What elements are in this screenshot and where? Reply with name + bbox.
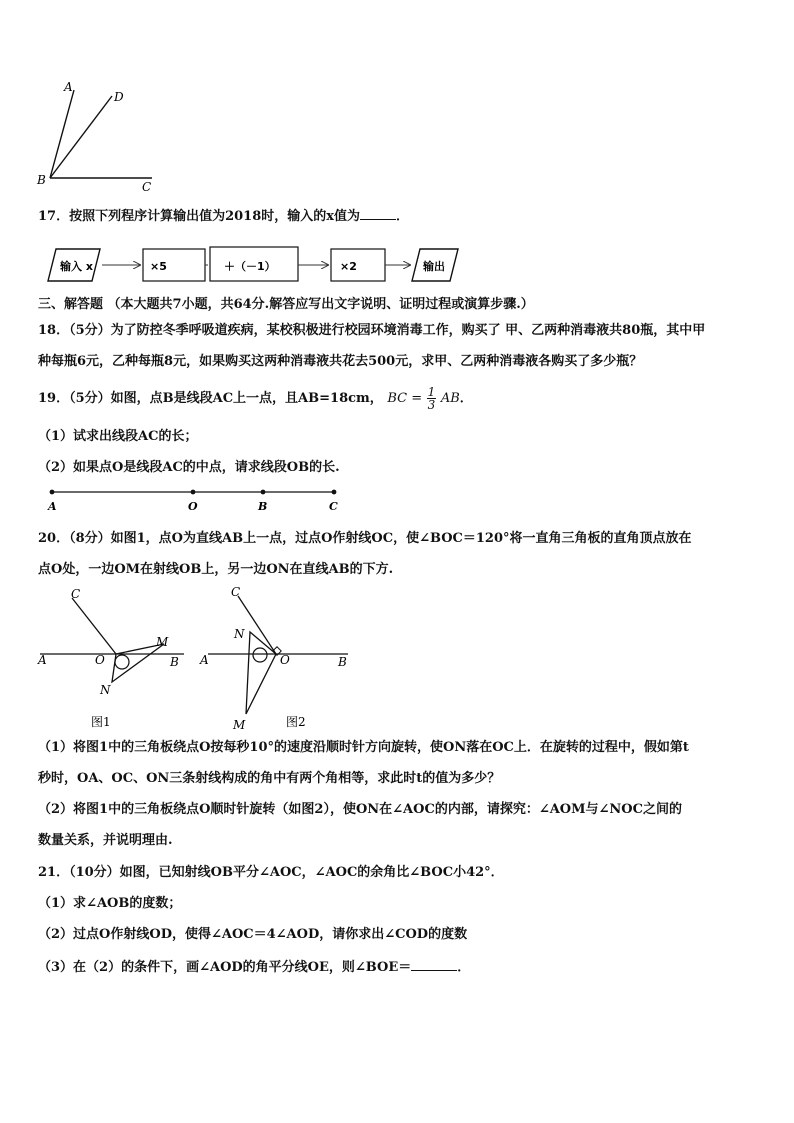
figure-1	[36, 584, 196, 734]
fig1-label-C: C	[71, 587, 81, 601]
q19-part2: （2）如果点O是线段AC的中点，请求线段OB的长.	[38, 460, 340, 475]
q19-ab: AB	[440, 391, 460, 406]
fig2-caption: 图2	[286, 715, 306, 729]
fig1-label-O: O	[95, 653, 105, 667]
fig2-label-B: B	[338, 655, 347, 669]
figure-2	[198, 584, 358, 734]
seg-label-O: O	[188, 500, 198, 513]
question-17	[38, 207, 409, 226]
q21-part3	[38, 958, 470, 977]
flow-mul2: ×2	[340, 260, 357, 273]
q19-fraction	[427, 386, 437, 411]
q21-part1: （1）求∠AOB的度数；	[38, 896, 182, 911]
question-19	[38, 386, 473, 411]
point-O	[191, 490, 196, 495]
fig1-label-A: A	[38, 653, 47, 667]
fig2-label-N: N	[234, 627, 245, 641]
flow-output-label: 输出	[423, 260, 445, 273]
q20-line1: 20．（8分）如图1，点O为直线AB上一点，过点O作射线OC，使∠BOC＝120°将一直角三角板的直角顶点放在	[38, 531, 692, 546]
q20-line2: 点O处，一边OM在射线OB上，另一边ON在直线AB的下方.	[38, 562, 394, 577]
fig1-label-N: N	[100, 683, 111, 697]
point-C	[332, 490, 337, 495]
q18-line1: 18．（5分）为了防控冬季呼吸道疾病，某校积极进行校园环境消毒工作，购买了 甲、乙两种消毒液共80瓶，其中甲	[38, 323, 706, 338]
q19-part1: （1）试求出线段AC的长；	[38, 429, 198, 444]
q18-line2: 种每瓶6元，乙种每瓶8元，如果购买这两种消毒液共花去500元，求甲、乙两种消毒液各购买了多少瓶？	[38, 354, 643, 369]
fig2-label-C: C	[231, 585, 241, 599]
q17-text: 17．按照下列程序计算输出值为2018时，输入的x值为	[38, 209, 361, 224]
fig2-label-M: M	[233, 718, 246, 732]
q19-text: 19．（5分）如图，点B是线段AC上一点，且AB=18cm，	[38, 391, 383, 406]
q19-den: 3	[427, 398, 436, 412]
label-B: B	[37, 173, 46, 187]
q21-text: 21．（10分）如图，已知射线OB平分∠AOC，∠AOC的余角比∠BOC小42°．	[38, 865, 504, 880]
segment-figure	[40, 482, 350, 514]
flow-add: ＋（－1）	[224, 260, 276, 273]
flow-mul5: ×5	[150, 260, 167, 273]
q21-part3-end: ．	[457, 960, 471, 975]
fig1-label-M: M	[156, 635, 169, 649]
q20-part2-a: （2）将图1中的三角板绕点O顺时针旋转（如图2），使ON在∠AOC的内部，请探究：∠AOM与∠NOC之间的	[38, 802, 682, 817]
flowchart	[44, 243, 464, 285]
q20-part2-b: 数量关系，并说明理由.	[38, 833, 173, 848]
q17-end: ．	[396, 209, 410, 224]
point-B	[261, 490, 266, 495]
angle-figure	[30, 78, 170, 196]
fig1-label-B: B	[170, 655, 179, 669]
fig1-caption: 图1	[91, 715, 111, 729]
q21-blank	[411, 958, 457, 971]
q21-part3-text: （3）在（2）的条件下，画∠AOD的角平分线OE，则∠BOE＝	[38, 960, 412, 975]
q20-part1-a: （1）将图1中的三角板绕点O按每秒10°的速度沿顺时针方向旋转，使ON落在OC上．在旋转的过程中，假如第t	[38, 740, 689, 755]
seg-label-A: A	[48, 500, 57, 513]
label-C: C	[142, 180, 152, 194]
q21-part2: （2）过点O作射线OD，使得∠AOC＝4∠AOD，请你求出∠COD的度数	[38, 927, 468, 942]
fig2-label-A: A	[200, 653, 209, 667]
seg-label-B: B	[258, 500, 268, 513]
q17-blank	[360, 207, 396, 220]
flow-input-label: 输入 x	[60, 260, 93, 273]
fig2-label-O: O	[280, 653, 290, 667]
q19-end: ．	[459, 391, 473, 406]
point-A	[50, 490, 55, 495]
q20-part1-b: 秒时，OA、OC、ON三条射线构成的角中有两个角相等，求此时t的值为多少？	[38, 771, 501, 786]
label-D: D	[114, 90, 124, 104]
seg-label-C: C	[329, 500, 338, 513]
label-A: A	[64, 80, 73, 94]
q19-num: 1	[427, 385, 436, 399]
section-3-header: 三、解答题 （本大题共7小题，共64分.解答应写出文字说明、证明过程或演算步骤.）	[38, 297, 534, 312]
q19-bc: BC =	[387, 391, 423, 406]
